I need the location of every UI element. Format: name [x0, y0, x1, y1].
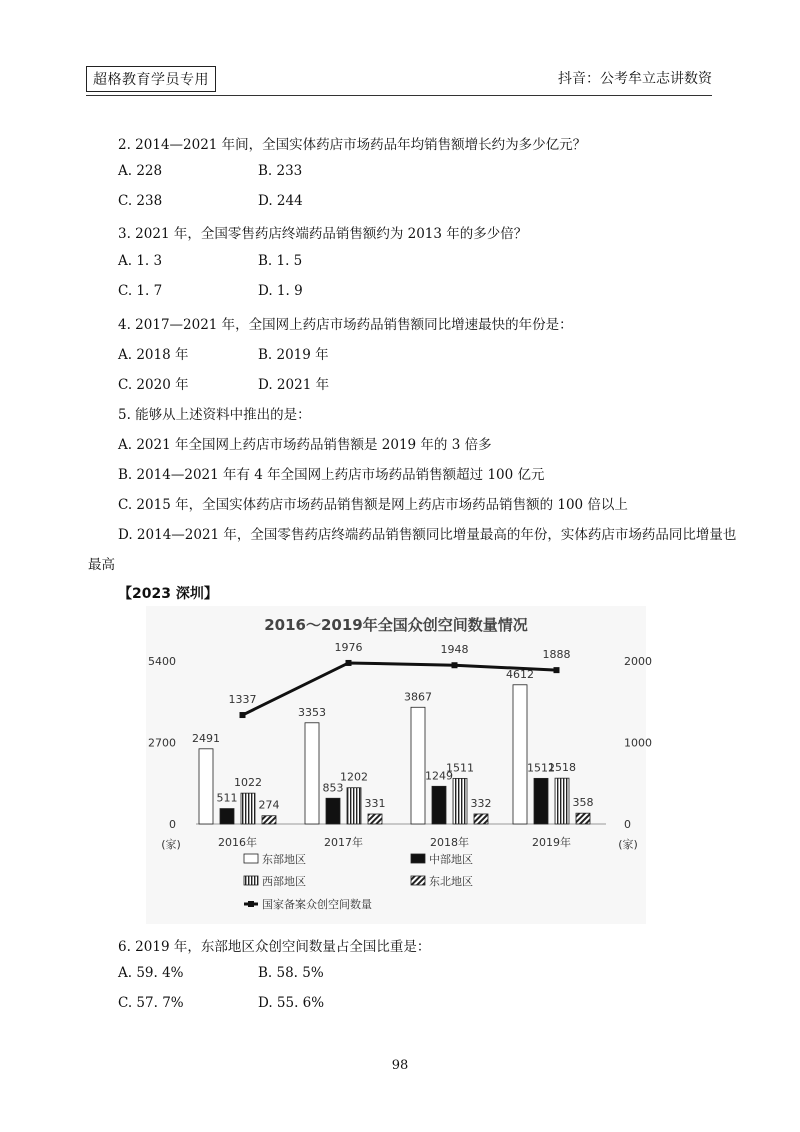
question-4-stem: 4. 2017—2021 年，全国网上药店市场药品销售额同比增速最快的年份是： — [118, 317, 573, 333]
question-4-option-a: A. 2018 年 — [118, 347, 189, 363]
bar-label: 1518 — [548, 761, 576, 775]
legend-label: 东部地区 — [262, 853, 306, 866]
bar-label: 2491 — [192, 731, 220, 745]
question-5-stem: 5. 能够从上述资料中推出的是： — [118, 407, 311, 423]
line-label: 1948 — [440, 643, 469, 657]
bar-white-2016年 — [199, 749, 213, 824]
right-axis-tick: 1000 — [624, 736, 652, 750]
x-tick-label: 2018年 — [430, 836, 469, 849]
question-2-stem: 2. 2014—2021 年间，全国实体药店市场药品年均销售额增长约为多少亿元？ — [118, 137, 587, 153]
bar-label: 274 — [258, 798, 280, 812]
legend-swatch-white — [244, 854, 258, 863]
bar-black-2016年 — [220, 809, 234, 824]
bar-label: 331 — [364, 797, 386, 811]
question-2-option-b: B. 233 — [258, 163, 303, 179]
line-point — [240, 712, 246, 718]
bar-diagonal-stripes-2017年 — [368, 814, 382, 824]
legend-line-marker — [248, 901, 254, 907]
question-4-option-d: D. 2021 年 — [258, 377, 330, 393]
x-tick-label: 2017年 — [324, 836, 363, 849]
bar-white-2018年 — [411, 707, 425, 824]
left-axis-tick: 5400 — [148, 655, 176, 668]
bar-label: 1512 — [527, 761, 555, 775]
chart-panel — [146, 606, 652, 924]
bar-label: 1511 — [446, 761, 474, 775]
question-3-option-d: D. 1. 9 — [258, 283, 303, 299]
bar-black-2019年 — [534, 778, 548, 824]
x-tick-label: 2016年 — [218, 836, 257, 849]
bar-label: 1022 — [234, 776, 262, 790]
question-2-option-c: C. 238 — [118, 193, 163, 209]
left-axis-tick: 0 — [169, 818, 176, 831]
chart-title: 2016～2019年全国众创空间数量情况 — [264, 616, 528, 634]
question-5-option-a: A. 2021 年全国网上药店市场药品销售额是 2019 年的 3 倍多 — [118, 437, 492, 453]
bar-black-2018年 — [432, 786, 446, 824]
bar-vertical-stripes-2018年 — [453, 778, 467, 824]
legend-swatch-diagonal-stripes — [411, 876, 425, 885]
question-5-option-d-continued: 最高 — [88, 557, 115, 573]
line-point — [346, 660, 352, 666]
bar-white-2019年 — [513, 685, 527, 824]
question-4-option-b: B. 2019 年 — [258, 347, 329, 363]
legend-label: 国家备案众创空间数量 — [262, 898, 372, 911]
line-point — [554, 667, 560, 673]
legend-label: 西部地区 — [262, 875, 306, 888]
bar-diagonal-stripes-2019年 — [576, 813, 590, 824]
bar-label: 511 — [216, 791, 238, 805]
header-badge: 超格教育学员专用 — [86, 66, 216, 92]
left-axis-unit: (家) — [161, 838, 181, 851]
bar-label: 3867 — [404, 690, 432, 704]
bar-vertical-stripes-2017年 — [347, 788, 361, 824]
section-label: 【2023 深圳】 — [118, 586, 218, 602]
right-axis-tick: 2000 — [624, 655, 652, 668]
page-number: 98 — [391, 1058, 409, 1073]
question-6-option-c: C. 57. 7% — [118, 995, 184, 1011]
bar-label: 332 — [470, 796, 492, 810]
bar-diagonal-stripes-2018年 — [474, 814, 488, 824]
legend-label: 东北地区 — [429, 875, 473, 888]
bar-black-2017年 — [326, 798, 340, 824]
bar-label: 4612 — [506, 667, 534, 681]
question-6-option-a: A. 59. 4% — [118, 965, 184, 981]
bar-label: 1202 — [340, 770, 368, 784]
line-label: 1888 — [542, 648, 571, 662]
header-author: 抖音：公考牟立志讲数资 — [558, 71, 712, 87]
question-3-option-c: C. 1. 7 — [118, 283, 163, 299]
question-6-option-b: B. 58. 5% — [258, 965, 324, 981]
question-2-option-d: D. 244 — [258, 193, 303, 209]
x-tick-label: 2019年 — [532, 836, 571, 849]
line-label: 1976 — [334, 640, 363, 654]
right-axis-unit: (家) — [618, 838, 638, 851]
question-4-option-c: C. 2020 年 — [118, 377, 189, 393]
question-2-option-a: A. 228 — [118, 163, 163, 179]
legend-swatch-vertical-stripes — [244, 876, 258, 885]
question-5-option-b: B. 2014—2021 年有 4 年全国网上药店市场药品销售额超过 100 亿元 — [118, 467, 545, 483]
line-point — [452, 662, 458, 668]
legend-swatch-black — [411, 854, 425, 863]
bar-label: 3353 — [298, 705, 326, 719]
question-5-option-c: C. 2015 年，全国实体药店市场药品销售额是网上药店市场药品销售额的 100 倍以上 — [118, 497, 628, 513]
bar-white-2017年 — [305, 723, 319, 824]
header-divider — [86, 95, 712, 96]
bar-label: 358 — [572, 796, 594, 810]
question-6-stem: 6. 2019 年，东部地区众创空间数量占全国比重是： — [118, 939, 431, 955]
left-axis-tick: 2700 — [148, 736, 176, 750]
legend-label: 中部地区 — [429, 853, 473, 866]
question-5-option-d: D. 2014—2021 年，全国零售药店终端药品销售额同比增量最高的年份，实体药店市场药品同比增量也 — [118, 527, 737, 543]
question-6-option-d: D. 55. 6% — [258, 995, 325, 1011]
question-3-stem: 3. 2021 年，全国零售药店终端药品销售额约为 2013 年的多少倍？ — [118, 226, 528, 242]
line-label: 1337 — [228, 693, 257, 707]
bar-vertical-stripes-2016年 — [241, 793, 255, 824]
question-3-option-a: A. 1. 3 — [118, 253, 163, 269]
bar-label: 853 — [322, 781, 344, 795]
right-axis-tick: 0 — [624, 818, 631, 831]
bar-vertical-stripes-2019年 — [555, 778, 569, 824]
question-3-option-b: B. 1. 5 — [258, 253, 303, 269]
bar-label: 1249 — [425, 769, 453, 783]
combo-chart — [146, 606, 652, 924]
bar-diagonal-stripes-2016年 — [262, 816, 276, 824]
